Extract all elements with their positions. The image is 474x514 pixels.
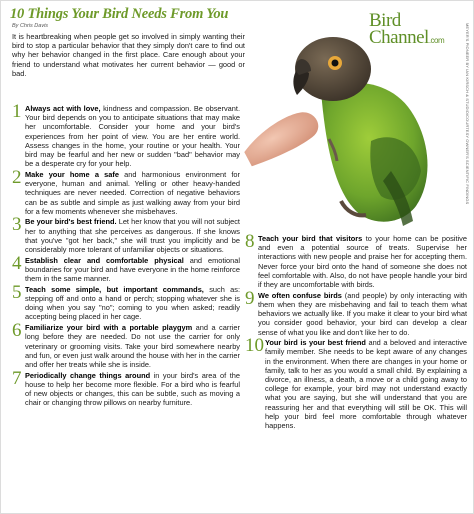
item-lead: Familiarize your bird with a portable playgym	[25, 323, 193, 333]
column-right	[245, 231, 467, 432]
list-item	[12, 214, 240, 255]
item-text: (and people) by only interacting with them when they are misbehaving and fail to teach them what behaviors we actually like. If you make it clear to your bird what you consider good behavior, your bird can develop a clear sense of what you like and don't like her to do.	[258, 290, 467, 337]
item-number: 9	[245, 287, 255, 309]
item-number: 10	[245, 335, 264, 357]
item-text: and a beloved and interactive family member. She needs to be kept aware of any changes in the environment. When there are changes in your home or family, talk to her as you would a small child. By explaining a divorce, an illness, a death, a move or a child going away to college for example, your bird may not understand exactly what you are saying, but she will understand that you are reassuring her and that everything will still be OK. This will help your bird feel more comfortable through whatever happens.	[265, 338, 467, 431]
article-intro: It is heartbreaking when people get so involved in simply wanting their bird to stop a particular behavior that they simply don't care to find out why her behavior changed in the first place. Care enough about your friend to understand what motivates her current behavior — good or bad.	[12, 32, 245, 78]
item-lead: Be your bird's best friend.	[25, 217, 117, 227]
list-item	[12, 281, 241, 322]
item-lead: Teach some simple, but important commands,	[25, 284, 204, 294]
article-byline: By Chris Davis	[12, 23, 49, 29]
item-lead: Periodically change things around	[25, 370, 151, 380]
article-title: 10 Things Your Bird Needs From You	[10, 6, 229, 22]
list-item	[245, 335, 467, 431]
item-number: 4	[12, 252, 22, 274]
list-item	[12, 166, 240, 216]
list-item	[245, 287, 467, 337]
column-left	[12, 101, 241, 409]
item-text: in your bird's area of the house to help her become more flexible. For a bird who is fearful of new objects or changes, this can be subtle, such as moving a chair or changing throw pillows on nearby furniture.	[25, 370, 240, 408]
finger-photo	[241, 105, 324, 170]
item-number: 7	[12, 367, 22, 389]
list-item	[12, 367, 240, 408]
item-text: and a carrier long before they are needed. Do not use the carrier for only veterinary or grooming visits. Take your bird somewhere nearby and fun, or even just walk around the house with her in the carrier and offer her treats while she is inside.	[25, 323, 240, 369]
parrot-photo	[241, 21, 471, 241]
item-number: 3	[12, 214, 22, 236]
list-item	[245, 231, 467, 290]
item-text: such as: stepping off and onto a hand or perch; stopping whatever she is doing when you say "no"; coming to you when asked; readily accepting being placed in her cage.	[25, 284, 241, 322]
list-item	[12, 101, 240, 169]
item-lead: Make your home a safe	[25, 169, 119, 179]
birdchannel-logo: Bird Channel.com	[369, 10, 445, 48]
item-text: and emotional boundaries for your bird and have everyone in the home reinforce them in the same manner.	[25, 255, 240, 284]
item-lead: Establish clear and comfortable physical	[25, 255, 184, 265]
item-number: 2	[12, 166, 22, 188]
item-lead: Teach your bird that visitors	[258, 234, 363, 243]
list-item	[12, 252, 240, 284]
item-lead: Your bird is your best friend	[265, 338, 366, 348]
item-text: Let her know that you will not subject her to anything that she perceives as dangerous. If she knows that you've "got her back," she will trust you implicitly and be considerably more tolerant of unfamiliar objects or situations.	[25, 217, 240, 255]
item-number: 8	[245, 231, 255, 252]
item-lead: Always act with love,	[25, 104, 101, 113]
item-text: and harmonious environment for everyone, human and animal. Yelling or other heavy-handed techniques are never needed. Correction of negative behaviors can be as subtle and simple as just walking away from your bird for a few moments whenever she misbehaves.	[25, 169, 240, 216]
item-number: 5	[12, 281, 22, 303]
item-text: to your home can be positive and even a potential source of treats. Supervise her interactions with new people and praise her for accepting them. Never force your bird onto the hand of someone she does not feel comfortable with. Also, do not have people handle your bird if they are uncomfortable with birds.	[258, 234, 467, 290]
photo-credit: MEYER'S PIONEER BY IAN KIRSCH & STUDIO/COURTESY OWNER'S SCIENTIFIC FINDINGS	[465, 23, 470, 205]
item-number: 1	[12, 101, 22, 122]
item-lead: We often confuse birds	[258, 290, 342, 300]
item-number: 6	[12, 320, 22, 342]
list-item	[12, 320, 240, 369]
item-text: kindness and compassion. Be observant. Your bird depends on you to anticipate situations that may make her uncomfortable. Consider your home and your bird's experiences from her point of view. You are her entire world. Assess changes in the home, your routine or your health. Your bird may be fearful and her new or sudden "bad" behavior may be a desperate cry for your help.	[25, 104, 240, 169]
